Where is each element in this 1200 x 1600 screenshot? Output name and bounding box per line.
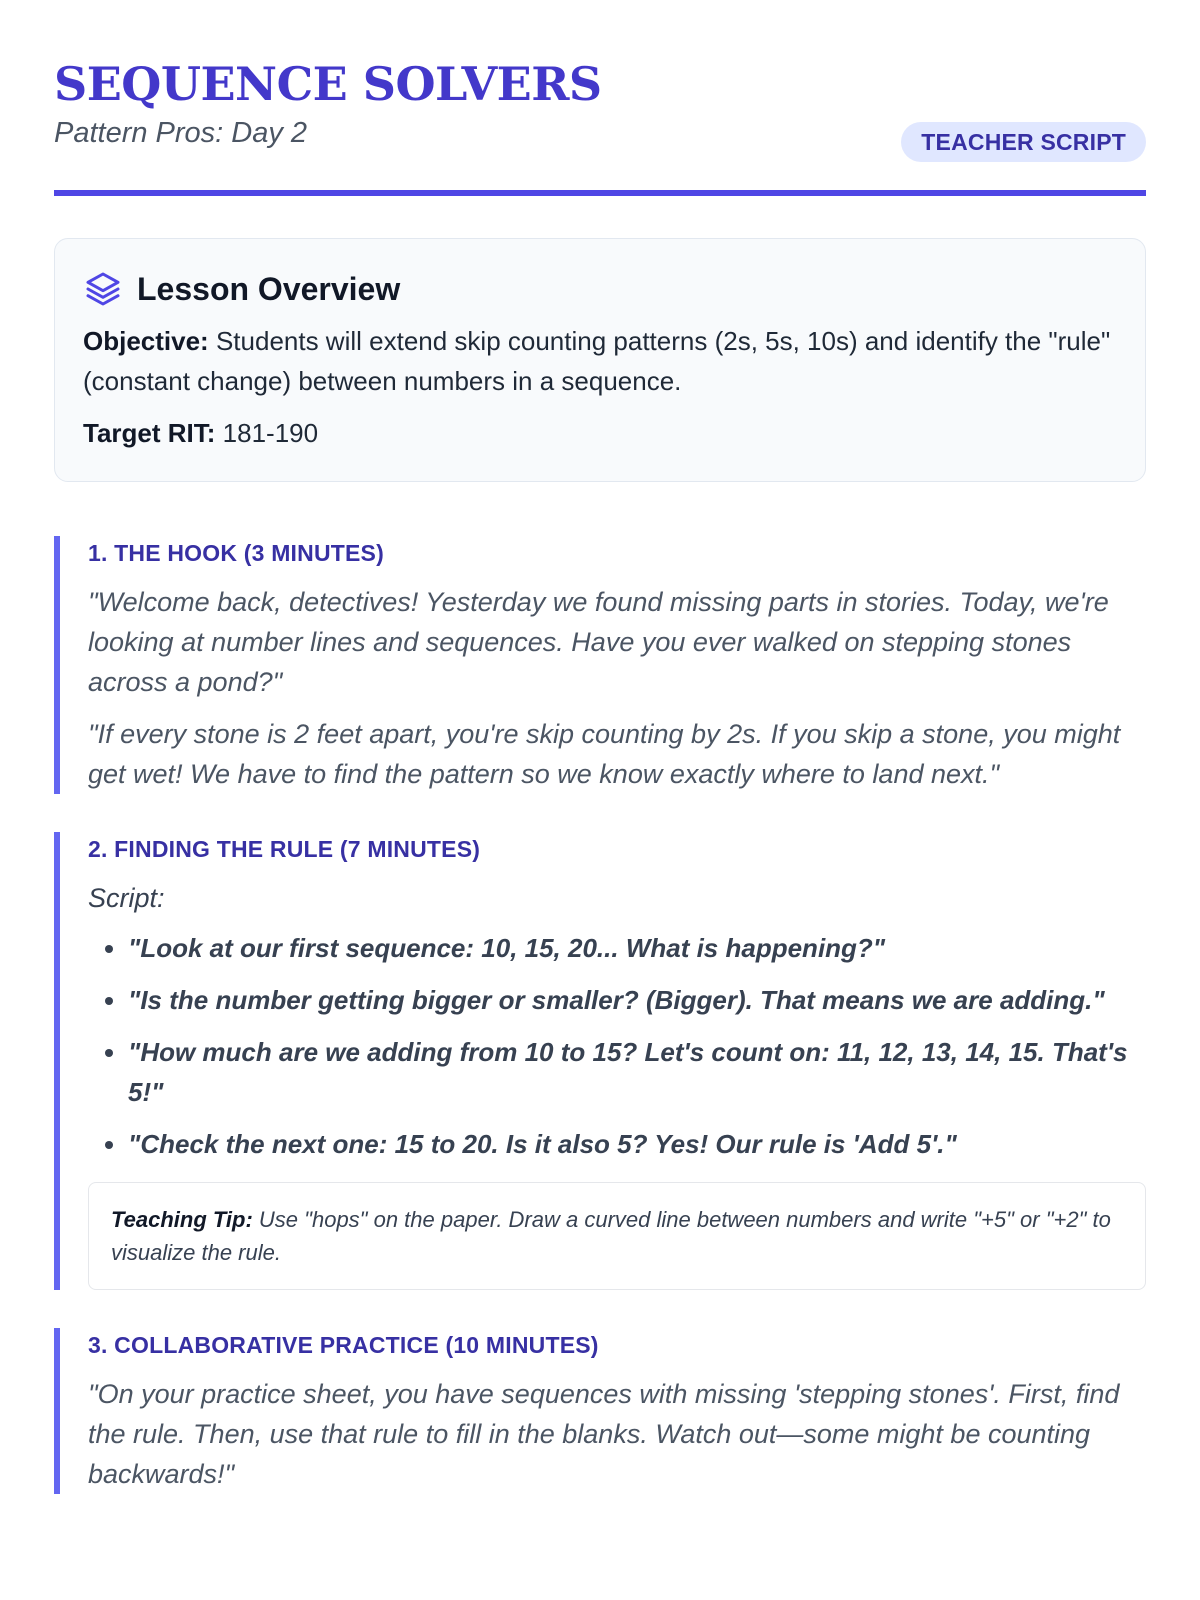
list-item: • "Is the number getting bigger or smaller? (Bigger). That means we are adding.": [128, 980, 1146, 1020]
script-paragraph: "Welcome back, detectives! Yesterday we found missing parts in stories. Today, we're looking at number lines and sequences. Have you ever walked on stepping stones across a pond?": [88, 587, 1109, 697]
list-item: • "How much are we adding from 10 to 15? Let's count on: 11, 12, 13, 14, 15. That's 5!": [128, 1032, 1146, 1112]
section-heading: 1. THE HOOK (3 MINUTES): [88, 540, 384, 566]
teaching-tip-label: Teaching Tip:: [111, 1207, 253, 1232]
page-header: [54, 0, 1146, 196]
section-heading: 3. COLLABORATIVE PRACTICE (10 MINUTES): [88, 1332, 599, 1358]
section-hook: [54, 536, 1146, 794]
section-heading: 2. FINDING THE RULE (7 MINUTES): [88, 836, 481, 862]
teaching-tip-text: Use "hops" on the paper. Draw a curved line between numbers and write "+5" or "+2" to visualize the rule.: [111, 1207, 1111, 1265]
teaching-tip-box: [88, 1182, 1146, 1290]
list-item: • "Check the next one: 15 to 20. Is it also 5? Yes! Our rule is 'Add 5'.": [128, 1124, 1146, 1164]
overview-title: Lesson Overview: [137, 271, 401, 307]
section-finding-the-rule: [54, 832, 1146, 1290]
section-collaborative-practice: [54, 1328, 1146, 1494]
teacher-script-badge: TEACHER SCRIPT: [901, 122, 1146, 162]
objective-label: Objective:: [83, 326, 209, 356]
overview-header: [83, 267, 1117, 311]
list-item: • "Look at our first sequence: 10, 15, 20... What is happening?": [128, 928, 1146, 968]
lesson-overview-card: [54, 238, 1146, 482]
objective-text: Students will extend skip counting patterns (2s, 5s, 10s) and identify the "rule" (constant change) between numbers in a sequence.: [83, 326, 1111, 396]
objective: [83, 321, 1117, 401]
target-rit: [83, 413, 1117, 453]
target-rit-label: Target RIT:: [83, 418, 216, 448]
script-paragraph: "If every stone is 2 feet apart, you're skip counting by 2s. If you skip a stone, you might get wet! We have to find the pattern so we know exactly where to land next.": [88, 719, 1121, 789]
layers-icon: [83, 269, 123, 309]
script-label: Script:: [88, 883, 165, 913]
script-paragraph: "On your practice sheet, you have sequences with missing 'stepping stones'. First, find the rule. Then, use that rule to fill in the blanks. Watch out—some might be counting backwards!": [88, 1379, 1120, 1489]
page-subtitle: Pattern Pros: Day 2: [54, 117, 308, 149]
page-title: SEQUENCE SOLVERS: [54, 57, 602, 111]
target-rit-value: 181-190: [222, 418, 319, 448]
script-bullet-list: [88, 928, 1146, 1164]
